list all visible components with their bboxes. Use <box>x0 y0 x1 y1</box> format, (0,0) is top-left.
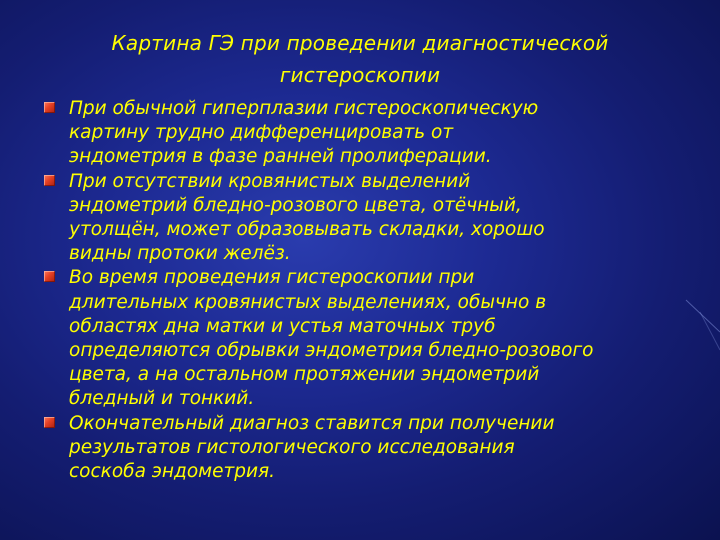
bullet-4-line-2: результатов гистологического исследования <box>69 436 515 458</box>
bullet-square-icon <box>44 417 55 428</box>
slide-title-line-1: Картина ГЭ при проведении диагностической <box>111 31 609 55</box>
bullet-3-line-5: цвета, а на остальном протяжении эндометрий <box>69 364 540 386</box>
bullet-1-line-1: При обычной гиперплазии гистероскопическую <box>69 98 539 119</box>
bullet-2-line-1: При отсутствии кровянистых выделений <box>69 170 471 192</box>
bullet-square-icon <box>44 102 55 113</box>
bullet-item-4 <box>0 412 720 485</box>
bullet-square-icon <box>44 175 55 186</box>
bullet-list <box>0 97 720 484</box>
bullet-item-2 <box>0 170 720 267</box>
bullet-3-line-6: бледный и тонкий. <box>69 388 255 410</box>
slide-title-line-2: гистероскопии <box>279 63 441 87</box>
bullet-4-line-3: соскоба эндометрия. <box>69 461 276 483</box>
bullet-3-line-2: длительных кровянистых выделениях, обычно в <box>69 291 547 313</box>
bullet-2-line-2: эндометрий бледно-розового цвета, отёчный, <box>69 194 522 216</box>
bullet-2-line-4: видны протоки желёз. <box>69 243 291 265</box>
bullet-square-icon <box>44 271 55 282</box>
bullet-item-3 <box>0 266 720 411</box>
bullet-4-line-1: Окончательный диагноз ставится при получении <box>69 412 555 434</box>
bullet-2-line-3: утолщён, может образовывать складки, хорошо <box>69 219 545 241</box>
bullet-1-line-2: картину трудно дифференцировать от <box>69 122 454 144</box>
bullet-3-line-1: Во время проведения гистероскопии при <box>69 267 475 289</box>
slide-title <box>40 27 680 91</box>
bullet-1-line-3: эндометрия в фазе ранней пролиферации. <box>69 146 492 168</box>
bullet-3-line-3: областях дна матки и устья маточных труб <box>69 315 496 337</box>
bullet-item-1 <box>0 97 720 170</box>
bullet-3-line-4: определяются обрывки эндометрия бледно-розового <box>69 340 594 362</box>
